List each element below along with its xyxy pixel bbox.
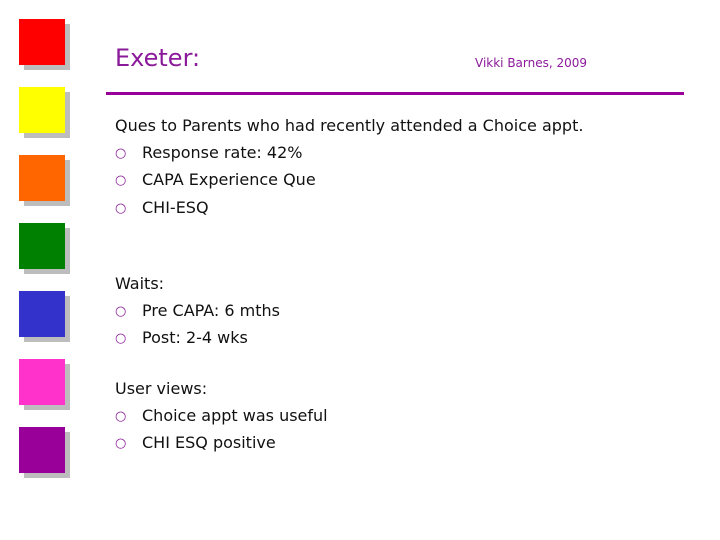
purple-square — [19, 427, 65, 473]
bullet-icon: ○ — [115, 436, 127, 451]
list-item — [115, 403, 328, 431]
slide-title: Exeter: — [115, 44, 201, 72]
section-heading: User views: — [115, 379, 208, 398]
bullet-text: Choice appt was useful — [142, 405, 328, 425]
author-credit: Vikki Barnes, 2009 — [475, 56, 588, 70]
list-item — [115, 195, 583, 223]
survey-section — [115, 113, 583, 222]
bullet-text: Post: 2-4 wks — [142, 328, 248, 347]
red-square — [19, 19, 65, 65]
bullet-icon: ○ — [115, 173, 127, 188]
bullet-icon: ○ — [115, 331, 127, 346]
blue-square — [19, 291, 65, 337]
list-item — [115, 298, 280, 326]
bullet-text: CAPA Experience Que — [142, 170, 316, 189]
bullet-icon: ○ — [115, 408, 127, 424]
list-item — [115, 325, 280, 353]
bullet-icon: ○ — [115, 200, 127, 216]
bullet-text: Pre CAPA: 6 mths — [142, 300, 281, 320]
bullet-icon: ○ — [115, 303, 127, 319]
bullet-text: CHI ESQ positive — [142, 433, 276, 452]
waits-section — [115, 271, 280, 353]
list-item — [115, 430, 328, 458]
user-views-section — [115, 376, 328, 458]
bullet-icon: ○ — [115, 145, 127, 161]
orange-square — [19, 155, 65, 201]
bullet-text: Response rate: 42% — [142, 142, 303, 162]
list-item — [115, 140, 583, 168]
section-heading: Ques to Parents who had recently attended a Choice appt. — [115, 116, 584, 135]
green-square — [19, 223, 65, 269]
title-divider — [106, 92, 684, 95]
list-item — [115, 167, 583, 195]
yellow-square — [19, 87, 65, 133]
pink-square — [19, 359, 65, 405]
bullet-text: CHI-ESQ — [142, 197, 209, 217]
section-heading: Waits: — [115, 274, 165, 293]
